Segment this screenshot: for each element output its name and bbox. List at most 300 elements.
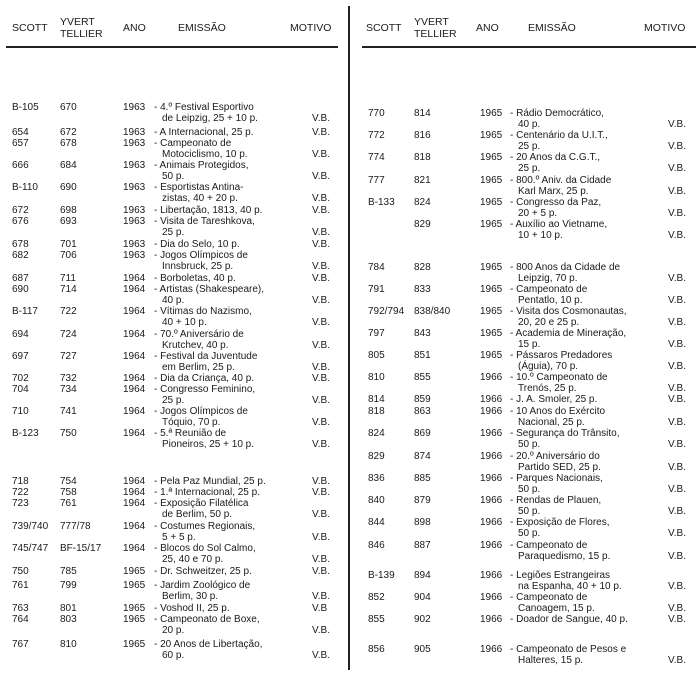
issue-year: 1963 <box>123 205 146 216</box>
yvert-number: 714 <box>60 284 77 295</box>
issue-year: 1964 <box>123 273 146 284</box>
issue-year: 1965 <box>123 614 146 625</box>
issue-year: 1966 <box>480 406 503 417</box>
emissao-line: Pioneiros, 25 + 10 p. <box>162 439 255 450</box>
emissao-line: - Libertação, 1813, 40 p. <box>154 205 263 216</box>
scott-number: 772 <box>368 130 385 141</box>
emissao-line: 15 p. <box>518 339 541 350</box>
emissao-line: - Exposição de Flores, <box>510 517 610 528</box>
motivo: V.B. <box>312 373 330 384</box>
emissao-line: - Campeonato de <box>154 138 232 149</box>
scott-number: 704 <box>12 384 29 395</box>
motivo: V.B. <box>668 484 686 495</box>
yvert-number: 816 <box>414 130 431 141</box>
yvert-number: 754 <box>60 476 77 487</box>
scott-number: 702 <box>12 373 29 384</box>
yvert-number: 799 <box>60 580 77 591</box>
yvert-number: 818 <box>414 152 431 163</box>
emissao-line: de Berlim, 50 p. <box>162 509 233 520</box>
motivo: V.B. <box>312 261 330 272</box>
emissao-line: - Rendas de Plauen, <box>510 495 602 506</box>
emissao-line: Berlim, 30 p. <box>162 591 219 602</box>
scott-number: 687 <box>12 273 29 284</box>
motivo: V.B. <box>312 476 330 487</box>
issue-year: 1966 <box>480 394 503 405</box>
issue-year: 1966 <box>480 451 503 462</box>
scott-number: 750 <box>12 566 29 577</box>
motivo: V.B. <box>668 230 686 241</box>
yvert-number: 678 <box>60 138 77 149</box>
emissao-line: - 10 Anos do Exército <box>510 406 606 417</box>
emissao-line: - 4.º Festival Esportivo <box>154 102 254 113</box>
issue-year: 1963 <box>123 138 146 149</box>
scott-number: 764 <box>12 614 29 625</box>
scott-number: 797 <box>368 328 385 339</box>
emissao-line: Canoagem, 15 p. <box>518 603 595 614</box>
emissao-line: Innsbruck, 25 p. <box>162 261 234 272</box>
motivo: V.B. <box>668 186 686 197</box>
emissao-line: - Centenário da U.I.T., <box>510 130 608 141</box>
issue-year: 1965 <box>123 566 146 577</box>
motivo: V.B. <box>668 141 686 152</box>
scott-number: B-110 <box>12 182 38 193</box>
issue-year: 1964 <box>123 476 146 487</box>
scott-number: 818 <box>368 406 385 417</box>
issue-year: 1965 <box>480 284 503 295</box>
issue-year: 1966 <box>480 614 503 625</box>
header-yvert-left: YVERT <box>60 16 95 28</box>
issue-year: 1965 <box>480 108 503 119</box>
issue-year: 1963 <box>123 127 146 138</box>
yvert-number: 785 <box>60 566 77 577</box>
issue-year: 1966 <box>480 592 503 603</box>
issue-year: 1963 <box>123 182 146 193</box>
header-yvert-right: YVERT <box>414 16 449 28</box>
emissao-line: - Animais Protegidos, <box>154 160 249 171</box>
emissao-line: 50 p. <box>518 506 541 517</box>
emissao-line: - Legiões Estrangeiras <box>510 570 611 581</box>
emissao-line: - Campeonato de <box>510 540 588 551</box>
yvert-number: 761 <box>60 498 77 509</box>
yvert-number: 904 <box>414 592 431 603</box>
emissao-line: Partido SED, 25 p. <box>518 462 601 473</box>
yvert-number: 863 <box>414 406 431 417</box>
scott-number: 774 <box>368 152 385 163</box>
motivo: V.B. <box>312 295 330 306</box>
emissao-line: - A Internacional, 25 p. <box>154 127 254 138</box>
scott-number: 852 <box>368 592 385 603</box>
yvert-number: 838/840 <box>414 306 451 317</box>
emissao-line: - Voshod II, 25 p. <box>154 603 230 614</box>
issue-year: 1965 <box>480 350 503 361</box>
motivo: V.B. <box>668 317 686 328</box>
scott-number: B-105 <box>12 102 39 113</box>
emissao-line: Trenós, 25 p. <box>518 383 577 394</box>
emissao-line: 20 p. <box>162 625 185 636</box>
yvert-number: 824 <box>414 197 431 208</box>
yvert-number: 874 <box>414 451 431 462</box>
yvert-number: 693 <box>60 216 77 227</box>
scott-number: 810 <box>368 372 385 383</box>
motivo: V.B. <box>668 119 686 130</box>
header-tellier-right: TELLIER <box>414 28 457 40</box>
emissao-line: 40 + 10 p. <box>162 317 207 328</box>
emissao-line: - Visita dos Cosmonautas, <box>510 306 627 317</box>
issue-year: 1964 <box>123 428 146 439</box>
yvert-number: 670 <box>60 102 77 113</box>
emissao-line: 25 p. <box>162 227 185 238</box>
scott-number: 856 <box>368 644 385 655</box>
motivo: V.B. <box>312 317 330 328</box>
scott-number: 718 <box>12 476 29 487</box>
issue-year: 1965 <box>480 152 503 163</box>
header-emissao-left: EMISSÃO <box>178 22 226 34</box>
emissao-line: - Jogos Olímpicos de <box>154 250 248 261</box>
emissao-line: - Dr. Schweitzer, 25 p. <box>154 566 252 577</box>
motivo: V.B. <box>312 273 330 284</box>
scott-number: 763 <box>12 603 29 614</box>
issue-year: 1966 <box>480 570 503 581</box>
header-emissao-right: EMISSÃO <box>528 22 576 34</box>
emissao-line: - Festival da Juventude <box>154 351 258 362</box>
emissao-line: Leipzig, 70 p. <box>518 273 578 284</box>
emissao-line: - Congresso da Paz, <box>510 197 602 208</box>
yvert-number: 750 <box>60 428 77 439</box>
scott-number: 767 <box>12 639 29 650</box>
emissao-line: Paraquedismo, 15 p. <box>518 551 611 562</box>
emissao-line: zistas, 40 + 20 p. <box>162 193 238 204</box>
emissao-line: - Academia de Mineração, <box>510 328 627 339</box>
motivo: V.B. <box>312 591 330 602</box>
yvert-number: 902 <box>414 614 431 625</box>
issue-year: 1963 <box>123 160 146 171</box>
motivo: V.B. <box>668 383 686 394</box>
emissao-line: - J. A. Smoler, 25 p. <box>510 394 598 405</box>
motivo: V.B. <box>668 581 686 592</box>
scott-number: B-133 <box>368 197 395 208</box>
yvert-number: 722 <box>60 306 77 317</box>
emissao-line: Tóquio, 70 p. <box>162 417 221 428</box>
yvert-number: 828 <box>414 262 431 273</box>
yvert-number: 727 <box>60 351 77 362</box>
emissao-line: 50 p. <box>518 484 541 495</box>
emissao-line: - Exposição Filatélica <box>154 498 249 509</box>
yvert-number: 732 <box>60 373 77 384</box>
emissao-line: - Esportistas Antina- <box>154 182 244 193</box>
issue-year: 1964 <box>123 521 146 532</box>
issue-year: 1964 <box>123 284 146 295</box>
issue-year: 1964 <box>123 384 146 395</box>
motivo: V.B. <box>312 487 330 498</box>
yvert-number: 879 <box>414 495 431 506</box>
emissao-line: - Blocos do Sol Calmo, <box>154 543 256 554</box>
scott-number: B-139 <box>368 570 395 581</box>
yvert-number: 869 <box>414 428 431 439</box>
issue-year: 1964 <box>123 498 146 509</box>
scott-number: 777 <box>368 175 385 186</box>
motivo: V.B. <box>312 205 330 216</box>
emissao-line: 40 p. <box>162 295 185 306</box>
scott-number: 657 <box>12 138 29 149</box>
emissao-line: 50 p. <box>518 439 541 450</box>
issue-year: 1964 <box>123 373 146 384</box>
emissao-line: em Berlim, 25 p. <box>162 362 235 373</box>
emissao-line: - 20 Anos de Libertação, <box>154 639 263 650</box>
issue-year: 1964 <box>123 406 146 417</box>
motivo: V.B. <box>668 655 686 666</box>
emissao-line: 25, 40 e 70 p. <box>162 554 224 565</box>
issue-year: 1964 <box>123 306 146 317</box>
motivo: V.B <box>312 603 328 614</box>
scott-number: 792/794 <box>368 306 405 317</box>
issue-year: 1966 <box>480 473 503 484</box>
emissao-line: - Visita de Tareshkova, <box>154 216 255 227</box>
issue-year: 1964 <box>123 543 146 554</box>
emissao-line: - Congresso Feminino, <box>154 384 256 395</box>
issue-year: 1965 <box>480 306 503 317</box>
motivo: V.B. <box>312 340 330 351</box>
emissao-line: - 70.º Aniversário de <box>154 329 244 340</box>
scott-number: 770 <box>368 108 385 119</box>
emissao-line: Pentatlo, 10 p. <box>518 295 583 306</box>
motivo: V.B. <box>668 208 686 219</box>
issue-year: 1965 <box>480 175 503 186</box>
motivo: V.B. <box>312 509 330 520</box>
yvert-number: 706 <box>60 250 77 261</box>
scott-number: 682 <box>12 250 29 261</box>
emissao-line: - 800.º Aniv. da Cidade <box>510 175 612 186</box>
scott-number: 846 <box>368 540 385 551</box>
header-motivo-left: MOTIVO <box>290 22 332 34</box>
motivo: V.B. <box>312 395 330 406</box>
yvert-number: 758 <box>60 487 77 498</box>
yvert-number: 801 <box>60 603 77 614</box>
emissao-line: - 5.ª Reunião de <box>154 428 227 439</box>
motivo: V.B. <box>312 127 330 138</box>
scott-number: 814 <box>368 394 385 405</box>
header-rule-right <box>362 46 696 48</box>
issue-year: 1965 <box>123 639 146 650</box>
emissao-line: - Rádio Democrático, <box>510 108 604 119</box>
yvert-number: 894 <box>414 570 431 581</box>
motivo: V.B. <box>668 394 686 405</box>
motivo: V.B. <box>668 551 686 562</box>
yvert-number: 851 <box>414 350 431 361</box>
header-scott-left: SCOTT <box>12 22 48 34</box>
scott-number: 840 <box>368 495 385 506</box>
scott-number: 666 <box>12 160 29 171</box>
emissao-line: 40 p. <box>518 119 541 130</box>
scott-number: B-117 <box>12 306 38 317</box>
yvert-number: BF-15/17 <box>60 543 102 554</box>
emissao-line: - Parques Nacionais, <box>510 473 603 484</box>
emissao-line: - Campeonato de <box>510 284 588 295</box>
motivo: V.B. <box>312 149 330 160</box>
emissao-line: de Leipzig, 25 + 10 p. <box>162 113 258 124</box>
issue-year: 1966 <box>480 540 503 551</box>
yvert-number: 734 <box>60 384 77 395</box>
header-ano-right: ANO <box>476 22 499 34</box>
emissao-line: - Campeonato de Boxe, <box>154 614 260 625</box>
emissao-line: - 800 Anos da Cidade de <box>510 262 621 273</box>
issue-year: 1966 <box>480 644 503 655</box>
yvert-number: 741 <box>60 406 77 417</box>
emissao-line: - Campeonato de <box>510 592 588 603</box>
issue-year: 1965 <box>480 328 503 339</box>
yvert-number: 698 <box>60 205 77 216</box>
emissao-line: - Dia do Selo, 10 p. <box>154 239 240 250</box>
emissao-line: 50 p. <box>162 171 185 182</box>
emissao-line: - Doador de Sangue, 40 p. <box>510 614 628 625</box>
emissao-line: - Jardim Zoológico de <box>154 580 251 591</box>
issue-year: 1966 <box>480 517 503 528</box>
emissao-line: - Campeonato de Pesos e <box>510 644 627 655</box>
issue-year: 1965 <box>480 219 503 230</box>
emissao-line: - Auxílio ao Vietname, <box>510 219 608 230</box>
scott-number: 672 <box>12 205 29 216</box>
yvert-number: 803 <box>60 614 77 625</box>
motivo: V.B. <box>312 171 330 182</box>
motivo: V.B. <box>668 462 686 473</box>
yvert-number: 887 <box>414 540 431 551</box>
motivo: V.B. <box>668 295 686 306</box>
motivo: V.B. <box>668 528 686 539</box>
header-scott-right: SCOTT <box>366 22 402 34</box>
scott-number: 855 <box>368 614 385 625</box>
yvert-number: 690 <box>60 182 77 193</box>
scott-number: 678 <box>12 239 29 250</box>
issue-year: 1965 <box>480 130 503 141</box>
yvert-number: 684 <box>60 160 77 171</box>
emissao-line: na Espanha, 40 + 10 p. <box>518 581 622 592</box>
yvert-number: 821 <box>414 175 431 186</box>
emissao-line: - 1.ª Internacional, 25 p. <box>154 487 260 498</box>
issue-year: 1964 <box>123 487 146 498</box>
header-motivo-right: MOTIVO <box>644 22 686 34</box>
scott-number: B-123 <box>12 428 39 439</box>
emissao-line: Nacional, 25 p. <box>518 417 585 428</box>
emissao-line: - 20.º Aniversário do <box>510 451 600 462</box>
motivo: V.B. <box>312 532 330 543</box>
motivo: V.B. <box>312 554 330 565</box>
emissao-line: 25 p. <box>162 395 185 406</box>
yvert-number: 905 <box>414 644 431 655</box>
scott-number: 676 <box>12 216 29 227</box>
motivo: V.B. <box>312 650 330 661</box>
issue-year: 1965 <box>123 580 146 591</box>
motivo: V.B. <box>668 506 686 517</box>
motivo: V.B. <box>668 361 686 372</box>
scott-number: 745/747 <box>12 543 49 554</box>
yvert-number: 855 <box>414 372 431 383</box>
emissao-line: 10 + 10 p. <box>518 230 563 241</box>
scott-number: 805 <box>368 350 385 361</box>
scott-number: 694 <box>12 329 29 340</box>
scott-number: 697 <box>12 351 29 362</box>
yvert-number: 898 <box>414 517 431 528</box>
yvert-number: 829 <box>414 219 431 230</box>
emissao-line: - Borboletas, 40 p. <box>154 273 236 284</box>
yvert-number: 711 <box>60 273 76 284</box>
emissao-line: - Vítimas do Nazismo, <box>154 306 252 317</box>
yvert-number: 701 <box>60 239 77 250</box>
emissao-line: (Águia), 70 p. <box>518 361 579 372</box>
yvert-number: 810 <box>60 639 77 650</box>
issue-year: 1966 <box>480 372 503 383</box>
yvert-number: 814 <box>414 108 431 119</box>
issue-year: 1964 <box>123 351 146 362</box>
emissao-line: 25 p. <box>518 141 541 152</box>
emissao-line: 20 + 5 p. <box>518 208 558 219</box>
motivo: V.B. <box>312 362 330 373</box>
scott-number: 791 <box>368 284 385 295</box>
emissao-line: - Artistas (Shakespeare), <box>154 284 265 295</box>
scott-number: 739/740 <box>12 521 49 532</box>
issue-year: 1965 <box>480 262 503 273</box>
motivo: V.B. <box>668 163 686 174</box>
scott-number: 722 <box>12 487 29 498</box>
emissao-line: - Jogos Olímpicos de <box>154 406 248 417</box>
motivo: V.B. <box>312 625 330 636</box>
emissao-line: 5 + 5 p. <box>162 532 196 543</box>
emissao-line: 50 p. <box>518 528 541 539</box>
issue-year: 1963 <box>123 102 146 113</box>
emissao-line: 25 p. <box>518 163 541 174</box>
emissao-line: - 10.º Campeonato de <box>510 372 608 383</box>
motivo: V.B. <box>312 239 330 250</box>
scott-number: 710 <box>12 406 29 417</box>
motivo: V.B. <box>668 339 686 350</box>
motivo: V.B. <box>668 603 686 614</box>
motivo: V.B. <box>312 439 330 450</box>
yvert-number: 777/78 <box>60 521 91 532</box>
yvert-number: 859 <box>414 394 431 405</box>
header-ano-left: ANO <box>123 22 146 34</box>
yvert-number: 833 <box>414 284 431 295</box>
motivo: V.B. <box>312 227 330 238</box>
motivo: V.B. <box>312 113 330 124</box>
emissao-line: - Pela Paz Mundial, 25 p. <box>154 476 266 487</box>
column-divider <box>348 6 350 670</box>
scott-number: 836 <box>368 473 385 484</box>
motivo: V.B. <box>312 417 330 428</box>
emissao-line: Karl Marx, 25 p. <box>518 186 589 197</box>
scott-number: 654 <box>12 127 29 138</box>
emissao-line: Krutchev, 40 p. <box>162 340 229 351</box>
emissao-line: - 20 Anos da C.G.T., <box>510 152 601 163</box>
scott-number: 824 <box>368 428 385 439</box>
scott-number: 690 <box>12 284 29 295</box>
scott-number: 761 <box>12 580 29 591</box>
emissao-line: Motociclismo, 10 p. <box>162 149 248 160</box>
issue-year: 1966 <box>480 428 503 439</box>
motivo: V.B. <box>312 566 330 577</box>
motivo: V.B. <box>312 193 330 204</box>
issue-year: 1964 <box>123 329 146 340</box>
motivo: V.B. <box>668 614 686 625</box>
yvert-number: 843 <box>414 328 431 339</box>
emissao-line: Halteres, 15 p. <box>518 655 584 666</box>
header-tellier-left: TELLIER <box>60 28 103 40</box>
scott-number: 844 <box>368 517 385 528</box>
emissao-line: 60 p. <box>162 650 185 661</box>
scott-number: 723 <box>12 498 29 509</box>
header-rule-left <box>6 46 338 48</box>
yvert-number: 724 <box>60 329 77 340</box>
emissao-line: - Costumes Regionais, <box>154 521 256 532</box>
scott-number: 784 <box>368 262 385 273</box>
emissao-line: 20, 20 e 25 p. <box>518 317 580 328</box>
